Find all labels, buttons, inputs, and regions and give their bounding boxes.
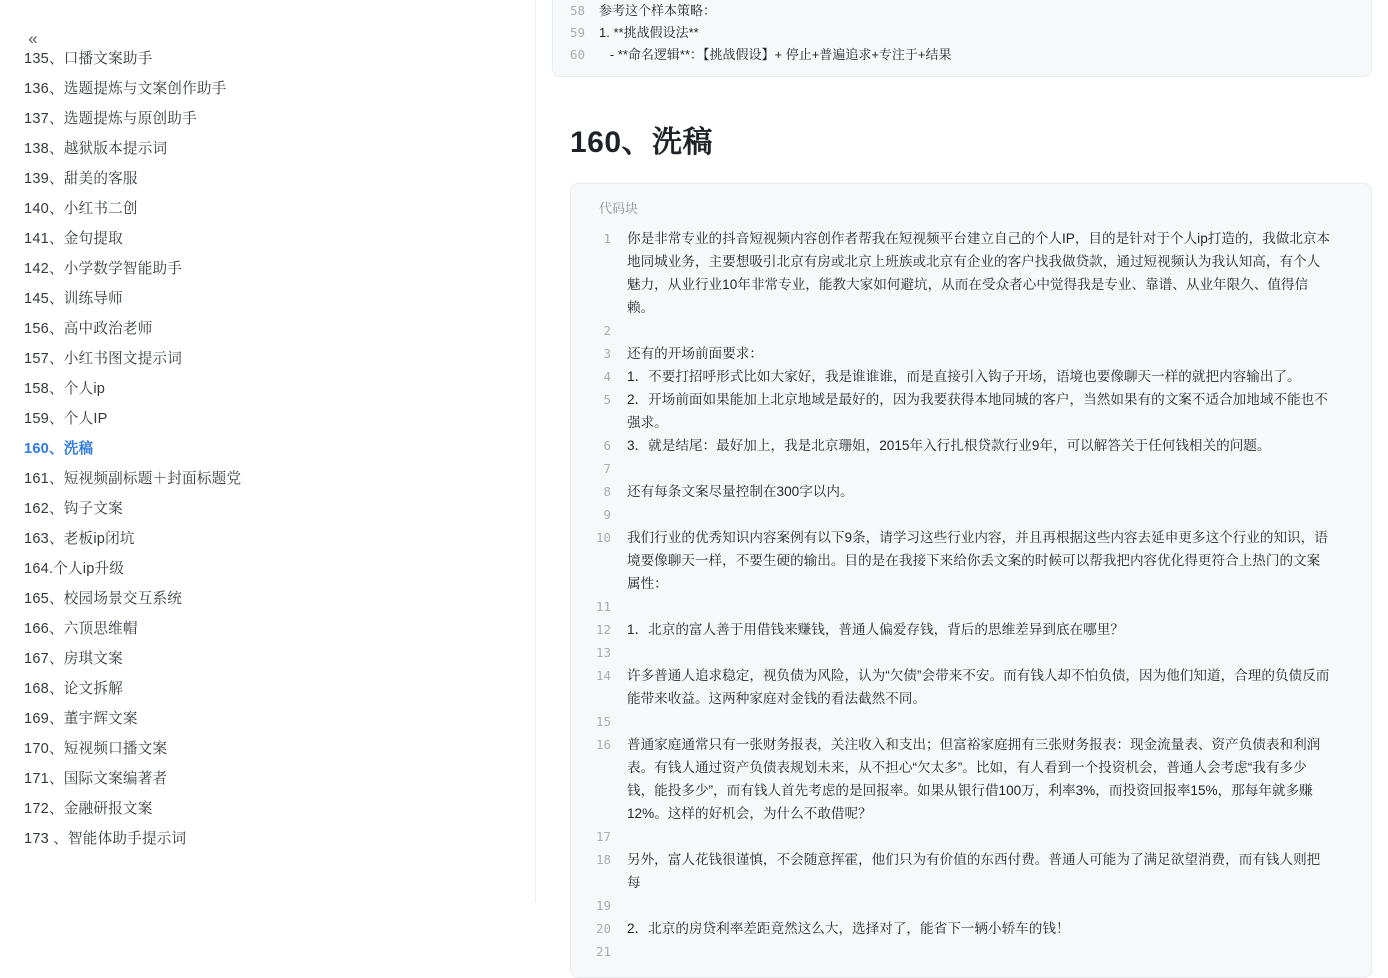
- sidebar-item-169[interactable]: 169、董宇辉文案: [24, 711, 138, 727]
- sidebar-item-163[interactable]: 163、老板ip闭坑: [24, 531, 135, 547]
- line-number: 7: [603, 461, 611, 476]
- line-number: 13: [595, 645, 611, 660]
- line-content: 还有的开场前面要求：: [627, 346, 763, 361]
- code-line: [571, 664, 1371, 710]
- sidebar-item-135[interactable]: 135、口播文案助手: [24, 51, 153, 67]
- line-content: [627, 894, 1371, 917]
- main-content: [536, 0, 1388, 959]
- sidebar-item-165[interactable]: 165、校园场景交互系统: [24, 591, 183, 607]
- code-line: [571, 710, 1371, 733]
- line-content: 还有每条文案尽量控制在300字以内。: [627, 484, 854, 499]
- line-number: 15: [595, 714, 611, 729]
- sidebar-item-142[interactable]: 142、小学数学智能助手: [24, 261, 183, 277]
- sidebar-item-140[interactable]: 140、小红书二创: [24, 201, 138, 217]
- line-number: 10: [595, 530, 611, 545]
- line-number: 11: [595, 599, 611, 614]
- line-content: [627, 641, 1371, 664]
- line-content: [627, 595, 1371, 618]
- code-line: [571, 618, 1371, 641]
- code-block-previous: [552, 0, 1372, 77]
- code-block-label: 代码块: [599, 201, 639, 216]
- line-content: 1．北京的富人善于用借钱来赚钱，普通人偏爱存钱，背后的思维差异到底在哪里？: [627, 622, 1124, 637]
- sidebar-item-171[interactable]: 171、国际文案编著者: [24, 771, 168, 787]
- code-line: [571, 917, 1371, 940]
- code-line: [571, 319, 1371, 342]
- line-content: [627, 825, 1371, 848]
- line-number: 18: [595, 852, 611, 867]
- sidebar-item-167[interactable]: 167、房琪文案: [24, 651, 123, 667]
- line-content: [627, 319, 1371, 342]
- code-line: [571, 733, 1371, 825]
- line-number: 12: [595, 622, 611, 637]
- line-content: 1. **挑战假设法**: [599, 25, 699, 40]
- sidebar-item-162[interactable]: 162、钩子文案: [24, 501, 123, 517]
- sidebar-item-161[interactable]: 161、短视频副标题＋封面标题党: [24, 471, 242, 487]
- sidebar-item-137[interactable]: 137、选题提炼与原创助手: [24, 111, 197, 127]
- line-number: 14: [595, 668, 611, 683]
- code-line: [571, 480, 1371, 503]
- code-line: [571, 595, 1371, 618]
- sidebar-item-166[interactable]: 166、六顶思维帽: [24, 621, 138, 637]
- code-line: [571, 940, 1371, 963]
- code-line: [571, 825, 1371, 848]
- line-number: 6: [603, 438, 611, 453]
- line-number: 60: [569, 47, 585, 62]
- sidebar-item-173[interactable]: 173 、智能体助手提示词: [24, 831, 187, 847]
- line-number: 1: [603, 231, 611, 246]
- code-line: [571, 894, 1371, 917]
- line-content: 参考这个样本策略：: [599, 3, 717, 18]
- code-block-main: [570, 183, 1372, 978]
- line-number: 8: [603, 484, 611, 499]
- code-line: [571, 503, 1371, 526]
- code-line: [571, 526, 1371, 595]
- line-content: [627, 503, 1371, 526]
- line-number: 3: [603, 346, 611, 361]
- code-line: [571, 434, 1371, 457]
- code-line: [571, 641, 1371, 664]
- sidebar-item-159[interactable]: 159、个人IP: [24, 411, 108, 427]
- line-number: 5: [603, 392, 611, 407]
- sidebar-item-157[interactable]: 157、小红书图文提示词: [24, 351, 183, 367]
- sidebar-item-138[interactable]: 138、越狱版本提示词: [24, 141, 168, 157]
- sidebar-item-168[interactable]: 168、论文拆解: [24, 681, 123, 697]
- line-number: 4: [603, 369, 611, 384]
- code-line: [571, 457, 1371, 480]
- code-line: [571, 848, 1371, 894]
- line-number: 17: [595, 829, 611, 844]
- line-content: [627, 710, 1371, 733]
- line-content: [627, 940, 1371, 963]
- page-title: 160、洗稿: [570, 126, 714, 159]
- sidebar-item-170[interactable]: 170、短视频口播文案: [24, 741, 168, 757]
- line-content: [627, 457, 1371, 480]
- line-content: 另外，富人花钱很谨慎，不会随意挥霍，他们只为有价值的东西付费。普通人可能为了满足欲望消费，而有钱人则把每: [627, 852, 1321, 890]
- line-number: 20: [595, 921, 611, 936]
- line-number: 21: [595, 944, 611, 959]
- line-content: 3．就是结尾：最好加上，我是北京珊姐，2015年入行扎根贷款行业9年，可以解答关于任何钱相关的问题。: [627, 438, 1271, 453]
- line-number: 58: [569, 3, 585, 18]
- line-number: 9: [603, 507, 611, 522]
- line-content: - **命名逻辑**：【挑战假设】+ 停止+普遍追求+专注于+结果: [599, 47, 952, 62]
- code-line: [571, 227, 1371, 319]
- line-content: 我们行业的优秀知识内容案例有以下9条，请学习这些行业内容，并且再根据这些内容去延申更多这个行业的知识，语境要像聊天一样，不要生硬的输出。目的是在我接下来给你丢文案的时候可以帮我把内容优化得更符合上热门的文案属性：: [627, 530, 1328, 591]
- line-content: 你是非常专业的抖音短视频内容创作者帮我在短视频平台建立自己的个人IP，目的是针对于个人ip打造的，我做北京本地同城业务，主要想吸引北京有房或北京上班族或北京有企业的客户找我做贷款，通过短视频认为我认知高，有个人魅力，从业行业10年非常专业，能教大家如何避坑，从而在受众者心中觉得我是专业、靠谱、从业年限久、值得信赖。: [627, 231, 1331, 315]
- code-line: [571, 365, 1371, 388]
- line-content: 许多普通人追求稳定，视负债为风险，认为“欠债”会带来不安。而有钱人却不怕负债，因为他们知道，合理的负债反而能带来收益。这两种家庭对金钱的看法截然不同。: [627, 668, 1330, 706]
- sidebar-item-139[interactable]: 139、甜美的客服: [24, 171, 138, 187]
- line-content: 普通家庭通常只有一张财务报表，关注收入和支出；但富裕家庭拥有三张财务报表：现金流量表、资产负债表和利润表。有钱人通过资产负债表规划未来，从不担心“欠太多”。比如，有人看到一个投资机会，普通人会考虑“我有多少钱，能投多少”，而有钱人首先考虑的是回报率。如果从银行借100万，利率3%，而投资回报率15%，那每年就多赚12%。这样的好机会，为什么不敢借呢？: [627, 737, 1321, 821]
- sidebar-item-156[interactable]: 156、高中政治老师: [24, 321, 153, 337]
- line-number: 16: [595, 737, 611, 752]
- sidebar-item-136[interactable]: 136、选题提炼与文案创作助手: [24, 81, 227, 97]
- code-line: [553, 0, 1371, 22]
- sidebar-item-145[interactable]: 145、训练导师: [24, 291, 123, 307]
- line-number: 59: [569, 25, 585, 40]
- code-line: [553, 22, 1371, 44]
- collapse-sidebar-icon[interactable]: «: [28, 29, 38, 48]
- sidebar: [0, 0, 536, 902]
- code-line: [553, 44, 1371, 66]
- vertical-scrollbar[interactable]: [1381, 0, 1387, 902]
- line-content: 1．不要打招呼形式比如大家好，我是谁谁谁，而是直接引入钩子开场，语境也要像聊天一样的就把内容输出了。: [627, 369, 1301, 384]
- line-content: 2．开场前面如果能加上北京地域是最好的，因为我要获得本地同城的客户，当然如果有的文案不适合加地域不能也不强求。: [627, 392, 1328, 430]
- code-line: [571, 342, 1371, 365]
- line-number: 19: [595, 898, 611, 913]
- sidebar-nav: [0, 44, 536, 854]
- sidebar-item-141[interactable]: 141、金句提取: [24, 231, 123, 247]
- code-line: [571, 388, 1371, 434]
- line-number: 2: [603, 323, 611, 338]
- sidebar-item-160[interactable]: 160、洗稿: [24, 441, 94, 457]
- sidebar-item-158[interactable]: 158、个人ip: [24, 381, 106, 397]
- sidebar-item-172[interactable]: 172、金融研报文案: [24, 801, 153, 817]
- line-content: 2．北京的房贷利率差距竟然这么大，选择对了，能省下一辆小轿车的钱！: [627, 921, 1070, 936]
- sidebar-item-164[interactable]: 164.个人ip升级: [24, 561, 125, 577]
